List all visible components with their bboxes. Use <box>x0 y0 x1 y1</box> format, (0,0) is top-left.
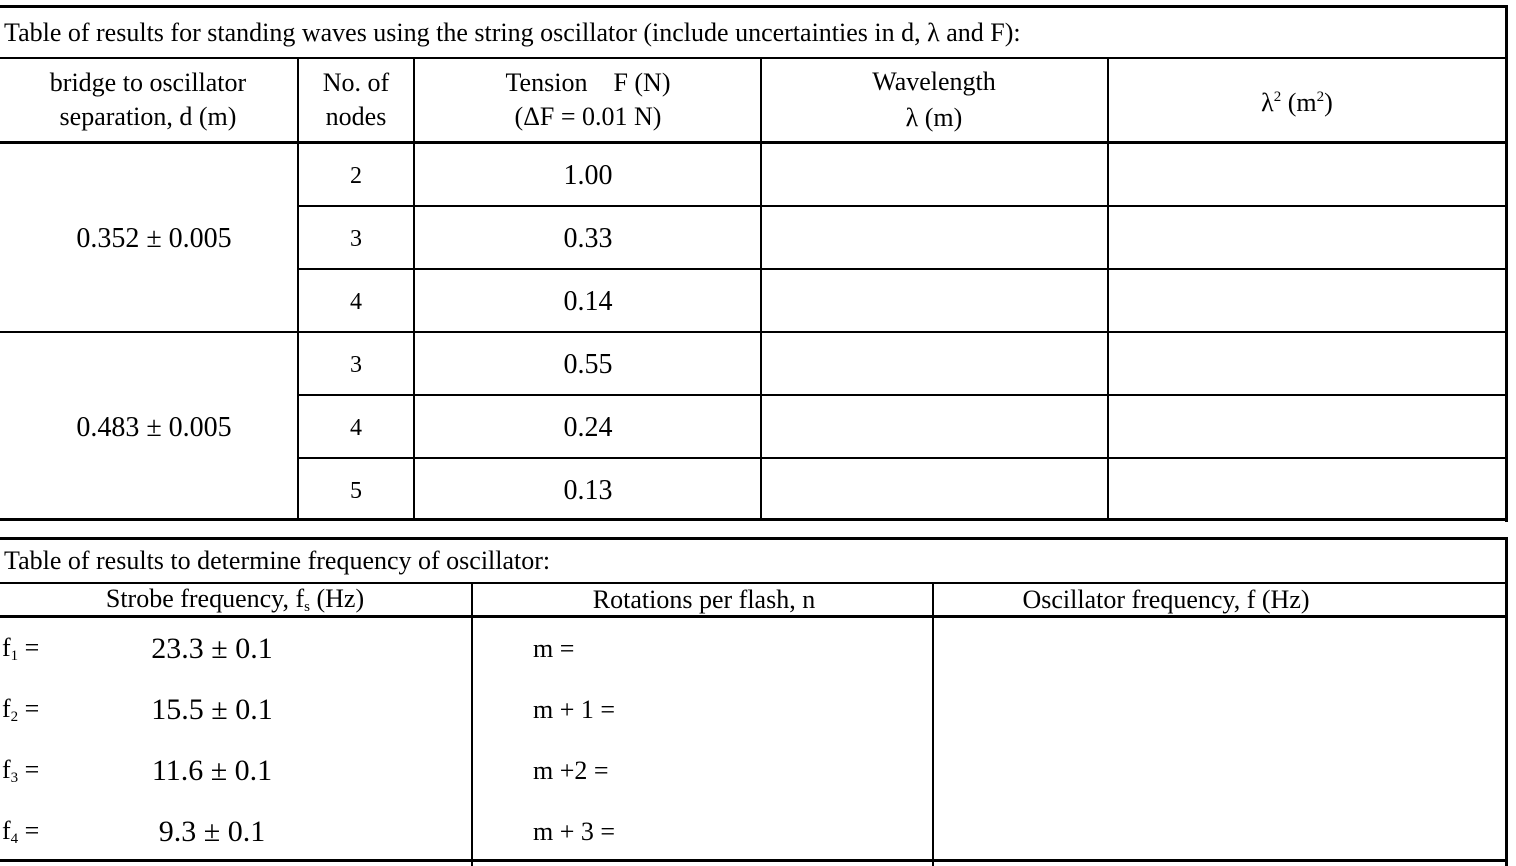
table2-header-rule <box>0 615 1508 618</box>
strobe-value: 9.3 ± 0.1 <box>158 815 266 848</box>
header-tension-line1: Tension F (N) <box>505 68 671 97</box>
separation-cell: 0.352 ± 0.005 <box>76 223 232 254</box>
table1-row-rule <box>298 205 1508 207</box>
tension-cell: 0.13 <box>563 475 613 506</box>
table1-group-rule <box>0 331 1508 333</box>
separation-cell: 0.483 ± 0.005 <box>76 412 232 443</box>
strobe-value: 15.5 ± 0.1 <box>151 693 273 726</box>
table1-col-rule <box>760 58 762 520</box>
tension-cell: 0.14 <box>563 286 613 317</box>
rotations-label: m + 1 = <box>533 695 616 724</box>
nodes-cell: 5 <box>350 478 362 504</box>
table2-top-border <box>0 537 1508 540</box>
header-oscillator-frequency: Oscillator frequency, f (Hz) <box>1022 585 1310 614</box>
header-rotations-per-flash: Rotations per flash, n <box>592 585 816 614</box>
table1-row-rule <box>298 457 1508 459</box>
rotations-label: m = <box>533 634 575 663</box>
strobe-label: $f_3$ = <box>2 755 40 786</box>
strobe-value: 11.6 ± 0.1 <box>151 754 273 787</box>
tension-cell: 1.00 <box>563 160 613 191</box>
table2-col-rule <box>471 583 473 866</box>
header-tension-line2: (ΔF = 0.01 N) <box>514 102 662 131</box>
nodes-cell: 3 <box>350 226 362 252</box>
table1-col-rule <box>1107 58 1109 520</box>
table1-header-rule <box>0 141 1508 144</box>
table2-col-rule <box>932 583 934 866</box>
strobe-label: $f_2$ = <box>2 694 40 725</box>
table1-title: Table of results for standing waves using the string oscillator (include uncertainties in d, λ and F): <box>4 18 1021 47</box>
table1-row-rule <box>298 394 1508 396</box>
table1-top-border <box>0 5 1508 8</box>
rotations-label: m +2 = <box>533 756 609 785</box>
tension-cell: 0.24 <box>563 412 613 443</box>
table1-col-rule <box>297 58 299 520</box>
header-d-line2: separation, d (m) <box>59 102 237 131</box>
table1-right-border <box>1505 5 1508 522</box>
header-nodes-line2: nodes <box>325 102 387 131</box>
header-nodes-line1: No. of <box>322 68 390 97</box>
table1-row-rule <box>298 268 1508 270</box>
tension-cell: 0.33 <box>563 223 613 254</box>
rotations-label: m + 3 = <box>533 817 616 846</box>
strobe-value: 23.3 ± 0.1 <box>151 632 273 665</box>
header-wavelength-line2: λ (m) <box>905 103 963 132</box>
nodes-cell: 2 <box>350 163 362 189</box>
header-lambda-squared: $\lambda^2$ $(m^2)$ <box>1261 88 1333 117</box>
table1-col-rule <box>413 58 415 520</box>
nodes-cell: 4 <box>350 415 362 441</box>
table2-right-border <box>1505 537 1508 866</box>
nodes-cell: 4 <box>350 289 362 315</box>
table1-bottom-border <box>0 518 1508 521</box>
strobe-label: $f_1$ = <box>2 633 40 664</box>
table2-title: Table of results to determine frequency of oscillator: <box>4 546 551 575</box>
header-strobe-frequency: Strobe frequency, $f_s$ (Hz) <box>105 584 365 615</box>
tension-cell: 0.55 <box>563 349 613 380</box>
strobe-label: $f_4$ = <box>2 816 40 847</box>
header-wavelength-line1: Wavelength <box>872 67 996 96</box>
table1-title-rule <box>0 57 1508 59</box>
header-d-line1: bridge to oscillator <box>49 68 247 97</box>
nodes-cell: 3 <box>350 352 362 378</box>
table2-bottom-border <box>0 859 1508 862</box>
